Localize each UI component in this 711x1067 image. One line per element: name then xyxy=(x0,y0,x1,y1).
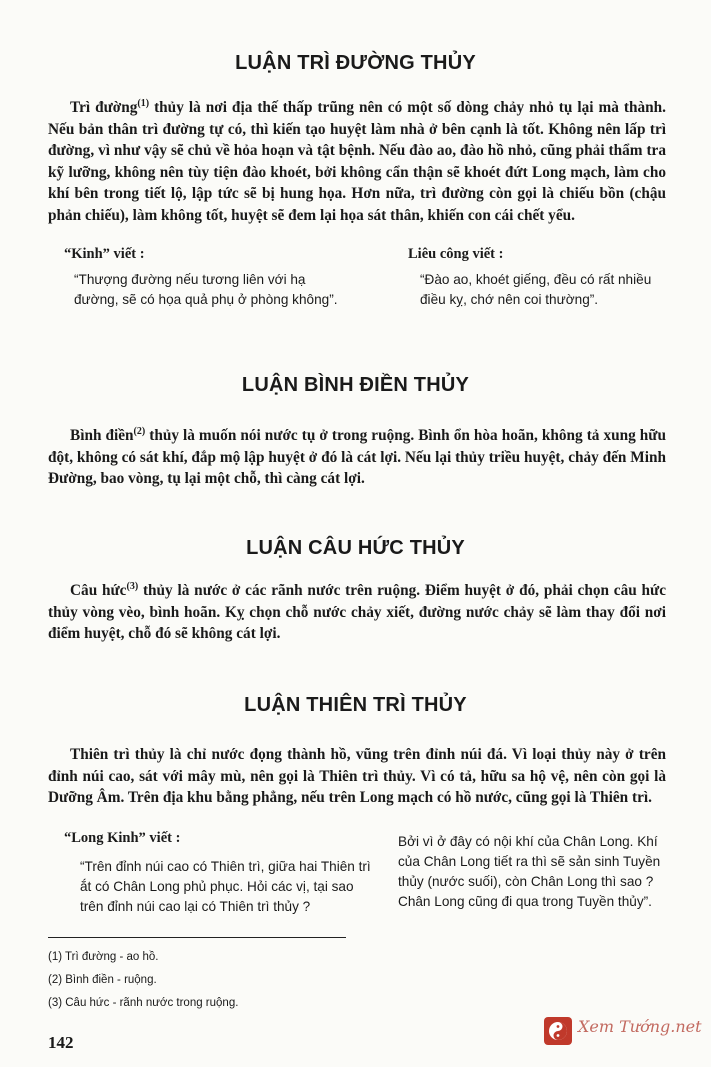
paragraph-lead: Câu hức xyxy=(70,582,127,599)
footnote-2: (2) Bình điền - ruộng. xyxy=(48,974,157,986)
paragraph-cau-huc xyxy=(48,580,666,645)
paragraph-tri-duong xyxy=(48,97,666,226)
footnote-3: (3) Câu hức - rãnh nước trong ruộng. xyxy=(48,997,239,1009)
quote-label-long-kinh: “Long Kinh” viết : xyxy=(64,830,181,846)
yin-yang-icon xyxy=(544,1017,572,1045)
quote-kinh: “Thượng đường nếu tương liên với hạ đường, sẽ có họa quả phụ ở phòng không”. xyxy=(74,272,338,307)
footnote-ref: (2) xyxy=(133,425,146,437)
quote-label-lieu-cong: Liêu công viết : xyxy=(408,246,504,262)
paragraph-body: thủy là nước ở các rãnh nước trên ruộng. Điểm huyệt ở đó, phải chọn câu hức thủy vòng vèo, bình hoãn. Kỵ chọn chỗ nước chảy xiết, đường nước chảy sẽ làm thay đổi nơi điểm huyệt, chỗ đó sẽ không cát lợi. xyxy=(48,582,666,642)
section-title-binh-dien: LUẬN BÌNH ĐIỀN THỦY xyxy=(241,374,470,396)
section-title-thien-tri: LUẬN THIÊN TRÌ THỦY xyxy=(244,694,467,716)
section-title-cau-huc: LUẬN CÂU HỨC THỦY xyxy=(246,537,465,559)
page-number: 142 xyxy=(48,1033,74,1052)
footnote-ref: (1) xyxy=(137,97,150,109)
watermark-text: Xem Tướng.net xyxy=(578,1017,702,1036)
watermark-logo xyxy=(544,1015,709,1051)
paragraph-lead: Trì đường xyxy=(70,99,138,116)
paragraph-binh-dien xyxy=(48,425,666,490)
quote-lieu-cong: “Đào ao, khoét giếng, đều có rất nhiều điều kỵ, chớ nên coi thường”. xyxy=(420,272,652,307)
quote-long-kinh-part1: “Trên đỉnh núi cao có Thiên trì, giữa hai Thiên trì ắt có Chân Long phủ phục. Hỏi các vị, tại sao trên đỉnh núi cao lại có Thiên trì thủy ? xyxy=(80,859,371,914)
footnote-divider xyxy=(48,937,346,938)
quote-long-kinh-part2: Bởi vì ở đây có nội khí của Chân Long. Khí của Chân Long tiết ra thì sẽ sản sinh Tuyền thủy (nước suối), còn Chân Long thì sao ? Chân Long cũng đi qua trong Tuyền thủy”. xyxy=(398,834,661,909)
footnote-1: (1) Trì đường - ao hồ. xyxy=(48,951,159,963)
paragraph-body: thủy là muốn nói nước tụ ở trong ruộng. Bình ổn hòa hoãn, không tả xung hữu đột, không có sát khí, đắp mộ lập huyệt ở đó là cát lợi. Nếu lại thủy triều huyệt, chảy đến Minh Đường, bao vòng, tụ lại một chỗ, thì càng cát lợi. xyxy=(48,427,666,487)
paragraph-lead: Bình điền xyxy=(70,427,134,444)
paragraph-body: thủy là nơi địa thế thấp trũng nên có một số dòng chảy nhỏ tụ lại mà thành. Nếu bản thân trì đường tự có, thì kiến tạo huyệt làm nhà ở bên cạnh là tốt. Không nên lấp trì đường, vì như vậy sẽ chủ về hỏa hoạn và tật bệnh. Nếu đào ao, đào hồ nhỏ, cũng phải thẩm tra kỹ lưỡng, không nên tùy tiện đào khoét, bởi không cẩn thận sẽ khoét đứt Long mạch, làm cho khí bên trong tiết lộ, lập tức sẽ bị hung họa. Hơn nữa, trì đường còn gọi là chiếu bồn (chậu phản chiếu), làm không tốt, huyệt sẽ đem lại họa sát thân, khiến con cái chết yểu. xyxy=(48,99,667,224)
section-title-tri-duong: LUẬN TRÌ ĐƯỜNG THỦY xyxy=(235,52,476,74)
footnote-ref: (3) xyxy=(126,580,139,592)
quote-label-kinh: “Kinh” viết : xyxy=(64,246,145,262)
paragraph-thien-tri: Thiên trì thủy là chỉ nước đọng thành hồ, vũng trên đỉnh núi đá. Vì loại thủy này ở trên đỉnh núi cao, sát với mây mù, nên gọi là Thiên trì thủy. Vì có tả, hữu sa hộ vệ, nên còn gọi là Dưỡng Âm. Trên địa khu bằng phẳng, nếu trên Long mạch có hồ nước, cũng gọi là Thiên trì. xyxy=(48,746,666,806)
